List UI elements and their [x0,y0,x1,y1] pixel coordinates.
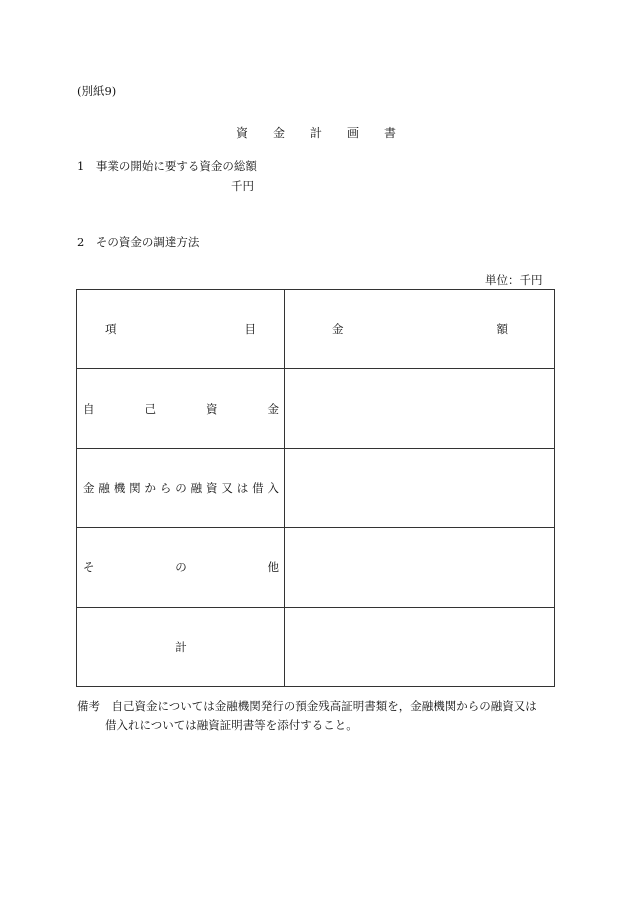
table-row [77,448,555,527]
label-char: 他 [267,560,279,575]
table-header-row [77,290,555,369]
row-label-other [77,528,285,607]
title-char: 書 [383,126,396,140]
label-char: そ [83,560,95,575]
title-char: 金 [272,126,285,140]
label-char: 融 [190,480,203,495]
label-char: 資 [206,401,218,416]
section1-unit: 千円 [231,179,254,193]
label-char: 金 [83,480,95,495]
label-char: ら [159,480,172,495]
label-char: 金 [267,401,279,416]
title-char: 画 [346,126,359,140]
label-char: 資 [206,480,218,495]
remarks-note [77,697,557,735]
row-label-total [77,607,285,686]
label-char: の [175,480,187,495]
attachment-label: (別紙9) [77,84,117,98]
label-char: は [236,480,249,495]
table-total-row [77,607,555,686]
title-char: 資 [236,126,249,140]
header-amount-cell [285,290,555,369]
amount-cell-own-funds[interactable] [285,369,555,448]
table-row [77,369,555,448]
unit-label: 単位：千円 [485,273,543,287]
header-char: 額 [496,322,508,337]
amount-cell-total[interactable] [285,607,555,686]
note-line-2: 借入れについては融資証明書等を添付すること。 [105,718,358,732]
label-char: 借 [252,480,264,495]
title-char: 計 [309,126,322,140]
funding-table [76,289,555,687]
header-item-cell [77,290,285,369]
label-char: 関 [129,480,141,495]
label-char: 機 [113,480,126,495]
document-title [236,124,396,141]
table-row [77,528,555,607]
label-char: の [175,560,187,575]
label-char: 入 [267,480,279,495]
header-char: 目 [244,322,256,337]
row-label-own-funds [77,369,285,448]
header-char: 項 [105,322,117,337]
total-label: 計 [175,639,187,654]
section1-heading: 1 事業の開始に要する資金の総額 [77,159,257,173]
label-char: 自 [83,401,95,416]
label-char: か [144,480,156,495]
amount-cell-loans[interactable] [285,448,555,527]
label-char: 己 [144,401,156,416]
note-line-1: 備考 自己資金については金融機関発行の預金残高証明書類を，金融機関からの融資又は [77,699,537,713]
label-char: 融 [98,480,110,495]
amount-cell-other[interactable] [285,528,555,607]
row-label-loans [77,448,285,527]
header-char: 金 [332,322,344,337]
label-char: 又 [221,480,233,495]
section2-heading: 2 その資金の調達方法 [77,235,200,249]
